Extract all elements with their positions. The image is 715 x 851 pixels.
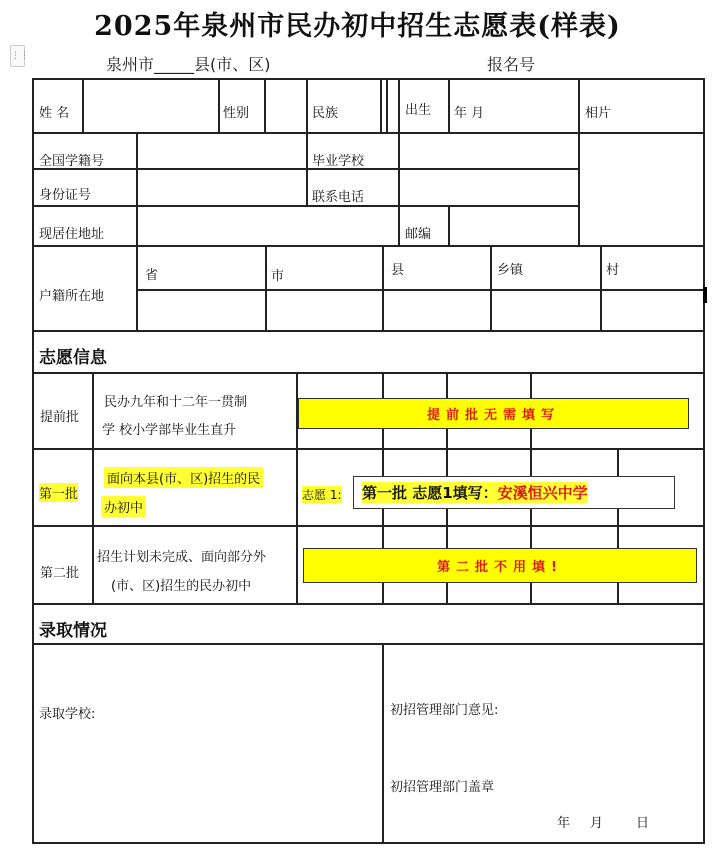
batch-early-note-text: 提前批无需填写 [426,408,560,423]
drag-handle-icon[interactable]: ⋮⋮ [10,45,25,67]
ethnicity-label: 民族 [312,106,339,121]
batch-first-desc-1: 面向本县(市、区)招生的民 [104,467,263,488]
admission-section-title: 录取情况 [39,621,107,641]
date-day-label: 日 [636,816,650,831]
household-label: 户籍所在地 [39,289,105,304]
birth-label: 出生 [405,103,432,118]
date-month-label: 月 [590,816,604,831]
batch-second-label: 第二批 [40,566,80,581]
batch-first-desc-2: 办初中 [101,496,146,517]
batch-second-desc-1: 招生计划未完成、面向部分外 [97,550,267,565]
address-label: 现居住地址 [39,227,105,242]
household-town-label: 乡镇 [497,263,524,278]
postcode-field[interactable] [450,207,576,243]
address-field[interactable] [138,207,396,243]
date-year-label: 年 [557,816,571,831]
batch-second-note [303,548,697,583]
batch-second-desc-2: (市、区)招生的民办初中 [111,579,252,594]
batch-second-note-text: 第二批不用填! [437,560,563,575]
admitted-school-field[interactable] [34,645,380,840]
wish-1-instruction: 第一批 志愿1填写： [362,484,498,502]
birth-date-field[interactable]: 年 月 [454,106,485,121]
household-province-label: 省 [145,268,159,283]
student-id-label: 全国学籍号 [39,154,105,169]
name-field[interactable] [84,80,216,130]
batch-early-desc-2: 学 校小学部毕业生直升 [102,423,237,438]
batch-first-label: 第一批 [39,483,78,502]
wish-1-school: 安溪恒兴中学 [497,484,588,502]
phone-label: 联系电话 [312,190,365,205]
county-line: 泉州市_____县(市、区) [106,55,271,74]
gender-field[interactable] [266,80,304,130]
wish-section-title: 志愿信息 [39,348,107,368]
postcode-label: 邮编 [405,227,432,242]
wish-1-label: 志愿 1: [302,488,342,502]
batch-early-label: 提前批 [40,410,80,425]
student-id-field[interactable] [138,134,304,166]
id-card-label: 身份证号 [39,188,92,203]
photo-area[interactable] [580,134,702,243]
id-card-field[interactable] [138,170,304,203]
gender-label: 性别 [223,106,250,121]
name-label: 姓 名 [39,106,70,121]
phone-field[interactable] [400,170,576,203]
photo-label: 相片 [585,106,612,121]
authority-opinion-label: 初招管理部门意见: [390,703,499,718]
household-county-label: 县 [391,263,405,278]
household-village-label: 村 [606,263,620,278]
authority-seal-label: 初招管理部门盖章 [390,780,495,795]
batch-early-desc-1: 民办九年和十二年一贯制 [104,395,248,410]
graduation-school-label: 毕业学校 [312,154,365,169]
registration-number-label: 报名号 [487,55,536,74]
wish-1-field[interactable] [353,476,675,509]
graduation-school-field[interactable] [400,134,576,166]
admitted-school-label: 录取学校: [39,707,96,722]
batch-early-note [298,398,689,429]
form-title: 2025年泉州市民办初中招生志愿表(样表) [94,11,621,42]
household-city-label: 市 [271,269,285,284]
